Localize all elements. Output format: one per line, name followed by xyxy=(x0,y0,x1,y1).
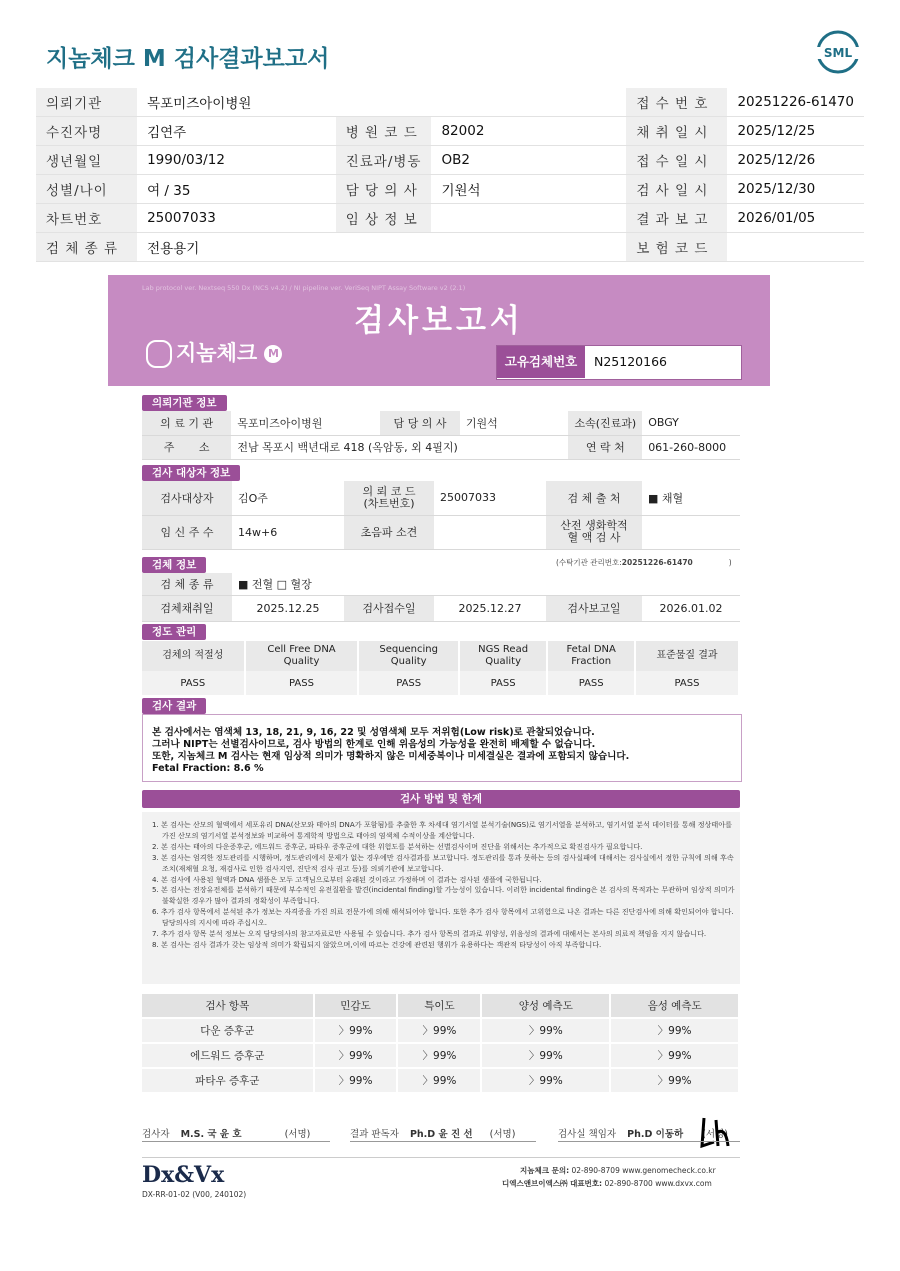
result-line-3: 또한, 지놈체크 M 검사는 현재 임상적 의미가 명확하지 않은 미세중복이나 미세결실은 결과에 포함되지 않습니다. xyxy=(152,751,630,762)
info-label: 수진자명 xyxy=(36,117,137,146)
info-value: 1990/03/12 xyxy=(137,146,336,175)
section-institution: 의뢰기관 정보 xyxy=(142,395,227,411)
info-value: OB2 xyxy=(431,146,626,175)
fetal-fraction: Fetal Fraction: 8.6 % xyxy=(152,763,264,774)
perf-cell: 〉99% xyxy=(610,1043,739,1068)
info-label xyxy=(336,233,432,262)
info-label: 임 상 정 보 xyxy=(336,204,432,233)
ultrasound-value xyxy=(434,515,546,549)
chart-code-value: 25007033 xyxy=(434,481,546,515)
specimen-table xyxy=(142,573,740,622)
receive-date-value: 2025.12.27 xyxy=(434,595,546,621)
qc-value: PASS xyxy=(459,671,547,695)
perf-cell: 파타우 증후군 xyxy=(142,1068,314,1093)
institution-table xyxy=(142,411,740,460)
specimen-origin-label: 검 체 출 처 xyxy=(546,481,642,515)
info-row xyxy=(36,146,864,175)
info-label: 결 과 보 고 xyxy=(626,204,727,233)
brand-logo xyxy=(146,337,282,368)
info-row xyxy=(36,204,864,233)
perf-header: 음성 예측도 xyxy=(610,994,739,1018)
qc-value: PASS xyxy=(245,671,359,695)
qc-value: PASS xyxy=(635,671,739,695)
perf-row xyxy=(142,1018,739,1043)
section-qc: 정도 관리 xyxy=(142,624,206,640)
tester-name: M.S. 국 윤 호 xyxy=(180,1129,242,1140)
perf-cell: 〉99% xyxy=(314,1043,398,1068)
method-item: 5. 본 검사는 전장유전체를 분석하기 때문에 부수적인 유전질환을 발견(incidental finding)할 가능성이 있습니다. 이러한 incidental finding은 본 검사의 목적과는 무관하며 임상적 의미가 불확실한 경우가 많아 결과의 정확성이 부족합니다. xyxy=(152,885,735,906)
info-value xyxy=(431,233,626,262)
contact2-label: 디엑스앤브이엑스㈜ 대표번호: xyxy=(502,1179,603,1188)
footer-divider xyxy=(142,1157,740,1158)
specimen-type-value: ■ 전혈 □ 혈장 xyxy=(232,573,740,595)
specimen-type-label: 검 체 종 류 xyxy=(142,573,232,595)
perf-header: 검사 항목 xyxy=(142,994,314,1018)
qc-header: 표준물질 결과 xyxy=(635,641,739,671)
inst-label: 의 료 기 관 xyxy=(142,411,231,435)
brand-name: 지놈체크 xyxy=(176,341,258,365)
contact-genomecheck xyxy=(520,1165,716,1176)
perf-cell: 〉99% xyxy=(314,1068,398,1093)
brand-mark-icon: M xyxy=(264,345,282,363)
addr-label: 주 소 xyxy=(142,435,231,459)
phone-label: 연 락 처 xyxy=(568,435,642,459)
mgmt-prefix: (수탁기관 관리번호: xyxy=(556,558,622,567)
doctor-value: 기원석 xyxy=(460,411,569,435)
perf-cell: 〉99% xyxy=(397,1043,481,1068)
perf-cell: 〉99% xyxy=(481,1068,610,1093)
qc-table xyxy=(142,641,740,695)
perf-header: 양성 예측도 xyxy=(481,994,610,1018)
doctor-label: 담 당 의 사 xyxy=(380,411,460,435)
inst-value: 목포미즈아이병원 xyxy=(231,411,380,435)
performance-table xyxy=(142,994,740,1094)
method-list xyxy=(152,820,736,951)
info-value: 82002 xyxy=(431,117,626,146)
section-specimen: 검체 정보 xyxy=(142,557,206,573)
serum-value xyxy=(642,515,740,549)
weeks-value: 14w+6 xyxy=(232,515,344,549)
method-item: 2. 본 검사는 태아의 다운증후군, 에드워드 증후군, 파타우 증후군에 대한 위험도를 분석하는 선별검사이며 진단을 위해서는 추가적으로 확진검사가 필요합니다. xyxy=(152,841,643,851)
serum-label: 산전 생화학적 혈 액 검 사 xyxy=(546,515,642,549)
perf-cell: 다운 증후군 xyxy=(142,1018,314,1043)
perf-cell: 〉99% xyxy=(481,1018,610,1043)
result-text xyxy=(152,727,629,775)
info-label: 병 원 코 드 xyxy=(336,117,432,146)
judge-signature xyxy=(350,1126,515,1140)
method-item: 4. 본 검사에 사용된 혈액과 DNA 샘플은 모두 고객님으로부터 유래된 것이라고 가정하며 이 결과는 검사된 샘플에 국한됩니다. xyxy=(152,874,542,884)
perf-cell: 〉99% xyxy=(314,1018,398,1043)
method-item: 8. 본 검사는 검사 결과가 갖는 임상적 의미가 확립되지 않았으며,이에 따르는 건강에 관련된 행위가 유용하다는 객관적 타당성이 아직 부족합니다. xyxy=(152,939,602,949)
info-value: 2025/12/25 xyxy=(727,117,864,146)
info-row xyxy=(36,175,864,204)
info-row xyxy=(36,233,864,262)
sml-logo-icon xyxy=(816,30,860,74)
perf-cell: 에드워드 증후군 xyxy=(142,1043,314,1068)
contact-dxvx xyxy=(502,1178,712,1189)
info-label: 성별/나이 xyxy=(36,175,137,204)
info-label: 채 취 일 시 xyxy=(626,117,727,146)
dept-label: 소속(진료과) xyxy=(568,411,642,435)
info-label: 접 수 일 시 xyxy=(626,146,727,175)
chief-label: 검사실 책임자 xyxy=(558,1129,617,1140)
tester-line xyxy=(142,1141,330,1142)
info-label: 접 수 번 호 xyxy=(626,88,727,117)
info-label: 진료과/병동 xyxy=(336,146,432,175)
qc-header: Cell Free DNA Quality xyxy=(245,641,359,671)
collect-date-value: 2025.12.25 xyxy=(232,595,344,621)
section-subject: 검사 대상자 정보 xyxy=(142,465,240,481)
perf-cell: 〉99% xyxy=(610,1018,739,1043)
info-label: 검 사 일 시 xyxy=(626,175,727,204)
perf-header: 특이도 xyxy=(397,994,481,1018)
info-value: 25007033 xyxy=(137,204,336,233)
info-value: 여 / 35 xyxy=(137,175,336,204)
report-date-label: 검사보고일 xyxy=(546,595,642,621)
method-item: 6. 추가 검사 항목에서 분석된 추가 정보는 자격증을 가진 의료 전문가에 의해 해석되어야 합니다. 또한 추가 검사 항목에서 고위험으로 나온 결과는 다른 진단검사에 의해 확인되어야 합니다. 담당의사의 지시에 따라 주십시오. xyxy=(152,907,734,928)
perf-cell: 〉99% xyxy=(610,1068,739,1093)
management-number xyxy=(556,557,732,568)
mgmt-no: 20251226-61470 xyxy=(621,558,693,567)
judge-line xyxy=(350,1141,536,1142)
judge-label: 결과 판독자 xyxy=(350,1129,399,1140)
contact1-value: 02-890-8709 www.genomecheck.co.kr xyxy=(571,1166,716,1175)
addr-value: 전남 목포시 백년대로 418 (옥암동, 외 4필지) xyxy=(231,435,568,459)
qc-value: PASS xyxy=(358,671,459,695)
phone-value: 061-260-8000 xyxy=(642,435,740,459)
patient-info-table xyxy=(36,88,864,262)
dept-value: OBGY xyxy=(642,411,740,435)
info-value: 2025/12/26 xyxy=(727,146,864,175)
perf-row xyxy=(142,1043,739,1068)
receive-date-label: 검사접수일 xyxy=(344,595,434,621)
subject-table xyxy=(142,481,740,550)
qc-header: NGS Read Quality xyxy=(459,641,547,671)
info-value: 기원석 xyxy=(431,175,626,204)
info-label: 보 험 코 드 xyxy=(626,233,727,262)
info-label: 의뢰기관 xyxy=(36,88,137,117)
info-label: 담 당 의 사 xyxy=(336,175,432,204)
dxvx-logo: Dx&Vx xyxy=(142,1162,225,1188)
report-date-value: 2026.01.02 xyxy=(642,595,740,621)
contact2-value: 02-890-8700 www.dxvx.com xyxy=(604,1179,712,1188)
doc-code: DX-RR-01-02 (V00, 240102) xyxy=(142,1190,247,1199)
perf-header: 민감도 xyxy=(314,994,398,1018)
info-value: 전용용기 xyxy=(137,233,336,262)
report-title: 검사보고서 xyxy=(354,303,524,339)
perf-cell: 〉99% xyxy=(481,1043,610,1068)
method-item: 3. 본 검사는 엄격한 정도관리를 시행하며, 정도관리에서 문제가 없는 경우에만 검사결과를 보고합니다. 정도관리를 통과 못하는 등의 검사실패에 대해서는 검사실에서 정한 규칙에 의해 후속조치(재채혈 요청, 재검사로 인한 검사지연, 진단적 검사 권고 등)를 의뢰기관에 보고합니다. xyxy=(152,852,734,873)
subject-name-value: 김O주 xyxy=(232,481,344,515)
result-line-2: 그러나 NIPT는 선별검사이므로, 검사 방법의 한계로 인해 위음성의 가능성을 완전히 배제할 수 없습니다. xyxy=(152,739,596,750)
weeks-label: 임 신 주 수 xyxy=(142,515,232,549)
specimen-id-label: 고유검체번호 xyxy=(497,346,585,378)
section-result: 검사 결과 xyxy=(142,698,206,714)
chart-code-label: 의 뢰 코 드 (차트번호) xyxy=(344,481,434,515)
method-item: 7. 추가 검사 항목 분석 정보는 오직 담당의사의 참고자료로만 사용될 수 있습니다. 추가 검사 항목의 결과로 위양성, 위음성의 결과에 대해서는 본사의 의료적 책임을 지지 않습니다. xyxy=(152,929,707,939)
judge-sign: (서명) xyxy=(489,1129,516,1140)
info-label: 차트번호 xyxy=(36,204,137,233)
info-value: 2025/12/30 xyxy=(727,175,864,204)
tester-signature xyxy=(142,1126,310,1140)
mgmt-suffix: ) xyxy=(728,558,732,567)
protocol-text: Lab protocol ver. Nextseq 550 Dx (NCS v4.2) / NI pipeline ver. VeriSeq NIPT Assay Software v2 (2.1) xyxy=(142,284,466,292)
perf-row xyxy=(142,1068,739,1093)
ultrasound-label: 초음파 소견 xyxy=(344,515,434,549)
info-row xyxy=(36,88,864,117)
chief-line xyxy=(558,1141,740,1142)
specimen-id-value: N25120166 xyxy=(594,354,667,369)
info-value xyxy=(431,204,626,233)
specimen-origin-value: ■ 채혈 xyxy=(642,481,740,515)
sml-logo-text: SML xyxy=(823,46,853,60)
qc-value: PASS xyxy=(547,671,635,695)
dna-icon xyxy=(146,340,172,368)
info-label: 검 체 종 류 xyxy=(36,233,137,262)
info-value xyxy=(431,88,626,117)
info-row xyxy=(36,117,864,146)
qc-value: PASS xyxy=(142,671,245,695)
section-method: 검사 방법 및 한계 xyxy=(142,790,740,808)
perf-cell: 〉99% xyxy=(397,1018,481,1043)
signature-scribble-icon xyxy=(696,1112,736,1152)
method-item: 1. 본 검사는 산모의 혈액에서 세포유리 DNA(산모와 태아의 DNA가 포함됨)를 추출한 후 차세대 염기서열 분석기술(NGS)로 염기서열을 분석하고, 염기서열 분석 데이터를 통해 정상태아를 가진 산모의 염기서열 분석정보와 비교하여 통계학적 방법으로 태아의 염색체 수적이상을 계산합니다. xyxy=(152,820,732,840)
result-line-1: 본 검사에서는 염색체 13, 18, 21, 9, 16, 22 및 성염색체 모두 저위험(Low risk)로 관찰되었습니다. xyxy=(152,727,595,738)
page-title: 지놈체크 M 검사결과보고서 xyxy=(46,46,330,72)
info-value: 목포미즈아이병원 xyxy=(137,88,336,117)
info-value: 2026/01/05 xyxy=(727,204,864,233)
info-value xyxy=(727,233,864,262)
judge-name: Ph.D 윤 진 선 xyxy=(409,1129,473,1140)
tester-sign: (서명) xyxy=(284,1129,311,1140)
qc-header: Sequencing Quality xyxy=(358,641,459,671)
qc-header: 검체의 적절성 xyxy=(142,641,245,671)
subject-name-label: 검사대상자 xyxy=(142,481,232,515)
collect-date-label: 검체채취일 xyxy=(142,595,232,621)
chief-sign: (서명) xyxy=(702,1129,728,1140)
info-label: 생년월일 xyxy=(36,146,137,175)
info-value: 김연주 xyxy=(137,117,336,146)
info-label xyxy=(336,88,432,117)
chief-name: Ph.D 이동하 xyxy=(627,1129,684,1140)
qc-header: Fetal DNA Fraction xyxy=(547,641,635,671)
info-value: 20251226-61470 xyxy=(727,88,864,117)
tester-label: 검사자 xyxy=(142,1129,170,1140)
perf-cell: 〉99% xyxy=(397,1068,481,1093)
contact1-label: 지놈체크 문의: xyxy=(520,1166,570,1175)
